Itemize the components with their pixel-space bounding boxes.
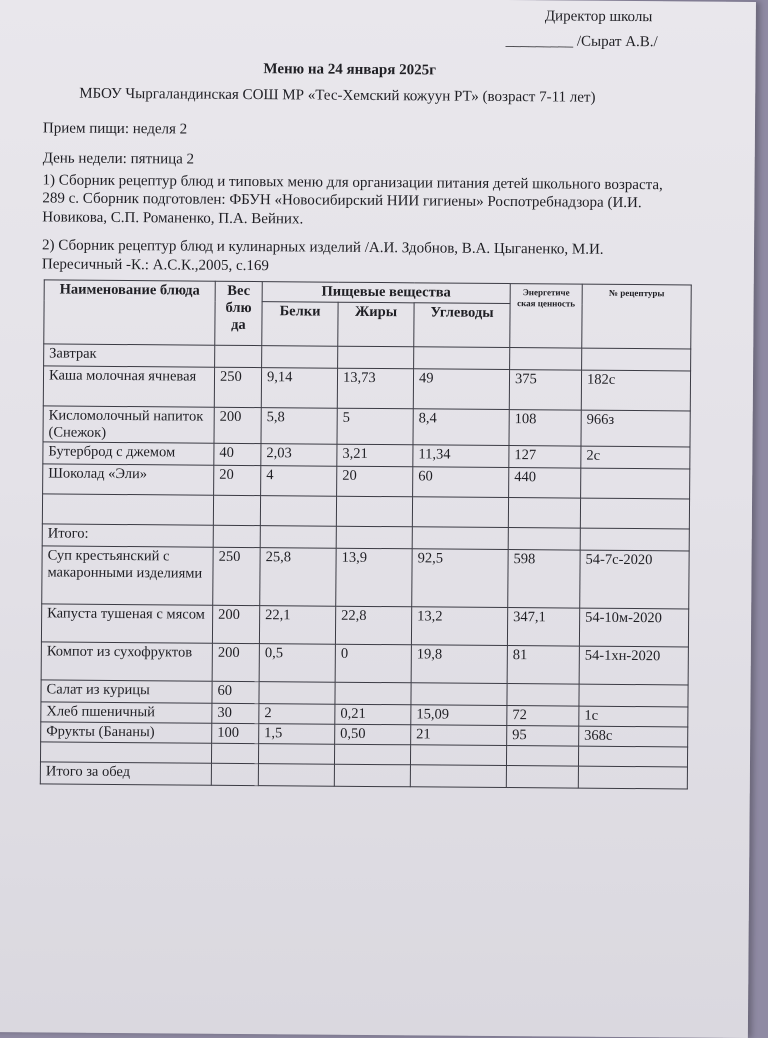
energy-cell: 72: [507, 706, 579, 727]
carbs-cell: 21: [411, 725, 507, 746]
recipe-cell: [579, 684, 688, 707]
protein-cell: 4: [261, 466, 337, 497]
carbs-cell: [410, 745, 506, 766]
empty-cell: [506, 766, 578, 789]
empty-cell: [213, 525, 260, 547]
source-1-line-1: 1) Сборник рецептур блюд и типовых меню для организации питания детей школьного возраста,: [42, 172, 663, 194]
carbs-cell: [411, 683, 507, 706]
energy-cell: 598: [508, 550, 580, 609]
section-row: [40, 762, 687, 789]
recipe-cell: 182с: [581, 370, 690, 411]
table-row: [43, 406, 690, 447]
dish-cell: Суп крестьянский с макаронными изделиями: [42, 546, 213, 605]
carbs-cell: 92,5: [412, 549, 508, 608]
weight-cell: [211, 743, 258, 763]
carbs-cell: 15,09: [411, 705, 507, 726]
meal-week: Прием пищи: неделя 2: [42, 120, 188, 138]
empty-cell: [338, 346, 414, 369]
director-title: Директор школы: [544, 8, 653, 26]
empty-cell: [582, 348, 691, 371]
energy-cell: [506, 746, 578, 767]
source-1-line-2: 289 с. Сборник подготовлен: ФБУН «Новосибирский НИИ гигиены» Роспотребнадзора (И.И.: [42, 190, 642, 212]
menu-title: Меню на 24 января 2025г: [263, 61, 436, 79]
header-nutrients: Пищевые вещества: [262, 282, 510, 304]
fat-cell: 3,21: [337, 444, 413, 467]
fat-cell: [334, 744, 410, 765]
energy-cell: [507, 684, 579, 707]
source-2-line-1: 2) Сборник рецептур блюд и кулинарных изделий /А.И. Здобнов, В.А. Цыганенко, М.И.: [41, 237, 604, 258]
recipe-cell: 54-1хн-2020: [579, 646, 688, 685]
source-1-line-3: Новикова, С.П. Романенко, П.А. Вейних.: [42, 209, 304, 228]
energy-cell: [508, 498, 580, 529]
dish-cell: Компот из сухофруктов: [41, 642, 212, 681]
fat-cell: 0,50: [335, 724, 411, 745]
header-recipe: № рецептуры: [582, 284, 691, 349]
protein-cell: 22,1: [259, 606, 335, 645]
energy-cell: 440: [509, 468, 581, 499]
carbs-cell: 8,4: [413, 409, 509, 446]
section-label: Итого за обед: [40, 762, 211, 785]
fat-cell: 13,73: [337, 368, 413, 409]
carbs-cell: 11,34: [413, 445, 509, 468]
recipe-cell: 54-7с-2020: [580, 550, 689, 609]
empty-cell: [258, 764, 334, 787]
weight-cell: 200: [214, 407, 261, 443]
protein-cell: 9,14: [261, 368, 337, 409]
empty-cell: [260, 526, 336, 549]
recipe-cell: 2с: [581, 446, 690, 469]
recipe-cell: [581, 468, 690, 499]
carbs-cell: 60: [413, 467, 509, 498]
section-label: Завтрак: [44, 344, 215, 367]
empty-cell: [336, 526, 412, 549]
header-energy: Энергетиче ская ценность: [510, 284, 583, 349]
empty-cell: [414, 347, 510, 370]
carbs-cell: 13,2: [411, 607, 507, 646]
header-carbs: Углеводы: [414, 303, 510, 348]
protein-cell: 1,5: [259, 724, 335, 745]
dish-cell: Каша молочная ячневая: [43, 366, 214, 407]
recipe-cell: 54-10м-2020: [579, 608, 688, 647]
director-signature: _________ /Сырат А.В./: [505, 33, 658, 51]
source-2-line-2: Пересичный -К.: А.С.К.,2005, с.169: [41, 256, 270, 275]
protein-cell: 25,8: [260, 548, 336, 607]
recipe-cell: [578, 746, 687, 767]
empty-cell: [510, 348, 582, 371]
recipe-cell: 368с: [579, 726, 688, 747]
energy-cell: 108: [509, 410, 581, 447]
weight-cell: 60: [212, 681, 259, 703]
empty-cell: [580, 528, 689, 551]
empty-cell: [334, 764, 410, 787]
table-row: [41, 642, 688, 685]
weight-cell: 250: [214, 367, 261, 407]
table-row: [43, 366, 690, 411]
weight-cell: 200: [212, 605, 259, 643]
protein-cell: [258, 744, 334, 765]
protein-cell: [260, 496, 336, 527]
protein-cell: 5,8: [261, 408, 337, 445]
recipe-cell: 966з: [581, 410, 690, 447]
weight-cell: 40: [214, 443, 261, 465]
fat-cell: 22,8: [335, 606, 411, 645]
dish-cell: [40, 742, 211, 763]
table-row: [41, 604, 688, 647]
dish-cell: Кисломолочный напиток (Снежок): [43, 406, 214, 443]
weekday: День недели: пятница 2: [42, 150, 195, 168]
carbs-cell: [412, 497, 508, 528]
empty-cell: [211, 763, 258, 785]
header-protein: Белки: [262, 302, 338, 347]
weight-cell: 30: [212, 703, 259, 723]
table-row: [42, 546, 689, 609]
protein-cell: 0,5: [259, 644, 335, 683]
header-dish: Наименование блюда: [44, 280, 215, 345]
dish-cell: Шоколад «Эли»: [43, 464, 214, 495]
dish-cell: Бутерброд с джемом: [43, 442, 214, 465]
header-fat: Жиры: [338, 302, 414, 347]
weight-cell: 100: [212, 723, 259, 743]
recipe-cell: 1с: [579, 706, 688, 727]
carbs-cell: 49: [413, 369, 509, 410]
dish-cell: Капуста тушеная с мясом: [41, 604, 212, 643]
dish-cell: Салат из курицы: [41, 680, 212, 703]
dish-cell: Фрукты (Бананы): [41, 722, 212, 743]
weight-cell: 20: [214, 465, 261, 495]
empty-cell: [508, 528, 580, 551]
empty-cell: [215, 345, 262, 367]
energy-cell: 127: [509, 446, 581, 469]
weight-cell: 250: [213, 547, 260, 605]
header-weight: Вес блю да: [215, 281, 263, 345]
empty-cell: [412, 527, 508, 550]
carbs-cell: 19,8: [411, 645, 507, 684]
fat-cell: [336, 496, 412, 527]
empty-cell: [410, 765, 506, 788]
fat-cell: 5: [337, 408, 413, 445]
fat-cell: 13,9: [336, 548, 412, 607]
empty-cell: [262, 346, 338, 369]
weight-cell: [213, 495, 260, 525]
energy-cell: 375: [509, 370, 581, 411]
protein-cell: [259, 682, 335, 705]
section-label: Итого:: [42, 524, 213, 547]
protein-cell: 2,03: [261, 444, 337, 467]
fat-cell: [335, 682, 411, 705]
recipe-cell: [580, 498, 689, 529]
energy-cell: 81: [507, 646, 579, 685]
energy-cell: 347,1: [507, 608, 579, 647]
fat-cell: 0: [335, 644, 411, 683]
dish-cell: [42, 494, 213, 525]
dish-cell: Хлеб пшеничный: [41, 702, 212, 723]
school-name: МБОУ Чыргаландинская СОШ МР «Тес-Хемский кожуун РТ» (возраст 7-11 лет): [79, 85, 596, 106]
weight-cell: 200: [212, 643, 259, 681]
protein-cell: 2: [259, 704, 335, 725]
fat-cell: 20: [337, 466, 413, 497]
menu-table: [40, 279, 692, 789]
empty-cell: [578, 766, 687, 789]
fat-cell: 0,21: [335, 704, 411, 725]
energy-cell: 95: [507, 726, 579, 747]
